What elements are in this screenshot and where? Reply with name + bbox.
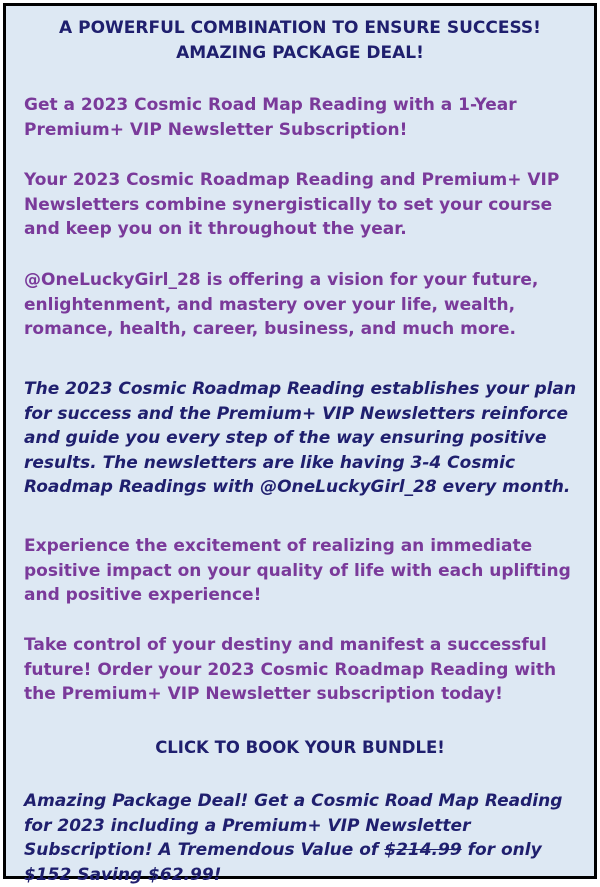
offer-paragraph: Get a 2023 Cosmic Road Map Reading with a 1-Year Premium+ VIP Newsletter Subscription! [24, 95, 517, 140]
vision-paragraph: @OneLuckyGirl_28 is offering a vision for your future, enlightenment, and mastery over your life, wealth, romance, health, career, business, and much more. [24, 270, 539, 339]
headline-line-1: A POWERFUL COMBINATION TO ENSURE SUCCESS! [59, 18, 541, 38]
old-price: $214.99 [384, 840, 462, 860]
closing-paragraph [24, 789, 584, 887]
closing-price-text: for only $152 Saving $62.99! [24, 840, 542, 885]
book-bundle-link[interactable]: CLICK TO BOOK YOUR BUNDLE! [155, 738, 445, 757]
roadmap-paragraph: The 2023 Cosmic Roadmap Reading establishes your plan for success and the Premium+ VIP Newsletters reinforce and guide you every step of the way ensuring positive results. The newsletters are like having 3-4 Cosmic Roadmap Readings with @OneLuckyGirl_28 every month. [24, 379, 577, 497]
order-paragraph: Take control of your destiny and manifest a successful future! Order your 2023 Cosmic Roadmap Reading with the Premium+ VIP Newsletter subscription today! [24, 635, 557, 704]
closing-text: Amazing Package Deal! Get a Cosmic Road Map Reading for 2023 including a Premium+ VIP Newsletter Subscription! A Tremendous Value of [24, 791, 563, 860]
experience-paragraph: Experience the excitement of realizing an immediate positive impact on your quality of life with each uplifting and positive experience! [24, 536, 571, 605]
synergy-paragraph: Your 2023 Cosmic Roadmap Reading and Premium+ VIP Newsletters combine synergistically to set your course and keep you on it throughout the year. [24, 170, 560, 239]
promo-panel [3, 3, 597, 885]
headline-line-2: AMAZING PACKAGE DEAL! [176, 43, 424, 63]
